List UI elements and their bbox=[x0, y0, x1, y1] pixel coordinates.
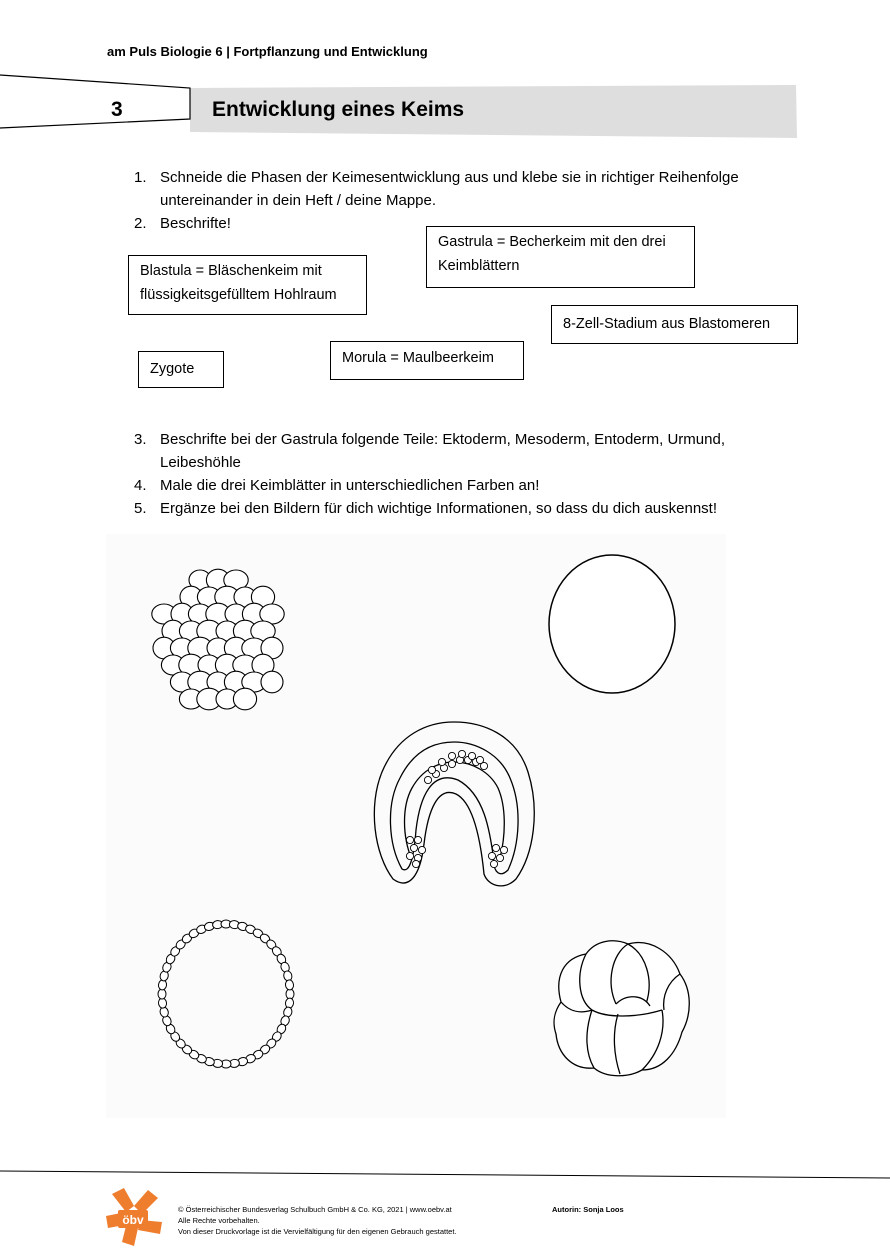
task-text: Beschrifte! bbox=[160, 215, 231, 232]
gastrula-cell bbox=[438, 758, 445, 765]
label-box-zygote: Zygote bbox=[138, 351, 224, 388]
footer-copyright: © Österreichischer Bundesverlag Schulbuch GmbH & Co. KG, 2021 | www.oebv.at bbox=[178, 1205, 452, 1214]
gastrula-cell bbox=[490, 860, 497, 867]
label-box-morula: Morula = Maulbeerkeim bbox=[330, 341, 524, 380]
label-box-eight-cell-stage: 8-Zell-Stadium aus Blastomeren bbox=[551, 305, 798, 344]
task-number: 5. bbox=[134, 500, 147, 517]
task-number: 1. bbox=[134, 169, 147, 186]
task-text: Schneide die Phasen der Keimesentwicklung aus und klebe sie in richtiger Reihenfolge untereinander in dein Heft / deine Mappe. bbox=[160, 169, 739, 209]
footer-author: Autorin: Sonja Loos bbox=[552, 1205, 624, 1214]
gastrula-cell bbox=[448, 752, 455, 759]
footer-rights: Alle Rechte vorbehalten. bbox=[178, 1216, 260, 1225]
gastrula-cell bbox=[458, 750, 465, 757]
book-header: am Puls Biologie 6 | Fortpflanzung und Entwicklung bbox=[107, 44, 428, 59]
task-3 bbox=[134, 428, 754, 474]
label-box-blastula: Blastula = Bläschenkeim mit flüssigkeitsgefülltem Hohlraum bbox=[128, 255, 367, 315]
embryo-stage-drawings bbox=[106, 534, 726, 1118]
gastrula-cell bbox=[496, 854, 503, 861]
zygote-drawing bbox=[549, 555, 675, 693]
eight-cell-stage-drawing bbox=[554, 941, 689, 1076]
gastrula-cell bbox=[424, 776, 431, 783]
label-box-gastrula: Gastrula = Becherkeim mit den drei Keimblättern bbox=[426, 226, 695, 288]
chapter-number: 3 bbox=[111, 98, 123, 121]
oebv-logo bbox=[104, 1186, 164, 1248]
task-1 bbox=[134, 166, 754, 212]
gastrula-cell bbox=[476, 756, 483, 763]
footer-license: Von dieser Druckvorlage ist die Vervielfältigung für den eigenen Gebrauch gestattet. bbox=[178, 1227, 457, 1236]
gastrula-cell bbox=[412, 860, 419, 867]
task-number: 3. bbox=[134, 431, 147, 448]
gastrula-cell bbox=[492, 844, 499, 851]
gastrula-cell bbox=[406, 852, 413, 859]
oebv-logo-text: öbv bbox=[122, 1213, 144, 1227]
gastrula-cell bbox=[418, 846, 425, 853]
gastrula-cell bbox=[500, 846, 507, 853]
gastrula-cell bbox=[428, 766, 435, 773]
gastrula-cell bbox=[448, 760, 455, 767]
morula-cell bbox=[233, 688, 256, 710]
morula-drawing bbox=[152, 569, 284, 710]
task-text: Beschrifte bei der Gastrula folgende Teile: Ektoderm, Mesoderm, Entoderm, Urmund, Leibeshöhle bbox=[160, 431, 725, 471]
task-5 bbox=[134, 497, 754, 520]
gastrula-drawing bbox=[374, 722, 534, 886]
task-text: Ergänze bei den Bildern für dich wichtige Informationen, so dass du dich auskennst! bbox=[160, 500, 717, 517]
gastrula-cell bbox=[488, 852, 495, 859]
gastrula-cell bbox=[406, 836, 413, 843]
gastrula-cell bbox=[414, 836, 421, 843]
gastrula-cell bbox=[410, 844, 417, 851]
blastula-cell bbox=[158, 989, 166, 999]
morula-cell bbox=[261, 671, 283, 693]
task-number: 4. bbox=[134, 477, 147, 494]
task-number: 2. bbox=[134, 215, 147, 232]
task-4 bbox=[134, 474, 754, 497]
blastula-cell bbox=[285, 979, 294, 990]
blastula-drawing bbox=[158, 920, 294, 1068]
blastula-cell bbox=[286, 989, 294, 999]
gastrula-cell bbox=[468, 752, 475, 759]
footer-divider bbox=[0, 1168, 890, 1182]
task-text: Male die drei Keimblätter in unterschiedlichen Farben an! bbox=[160, 477, 540, 494]
chapter-title: Entwicklung eines Keims bbox=[212, 98, 465, 121]
